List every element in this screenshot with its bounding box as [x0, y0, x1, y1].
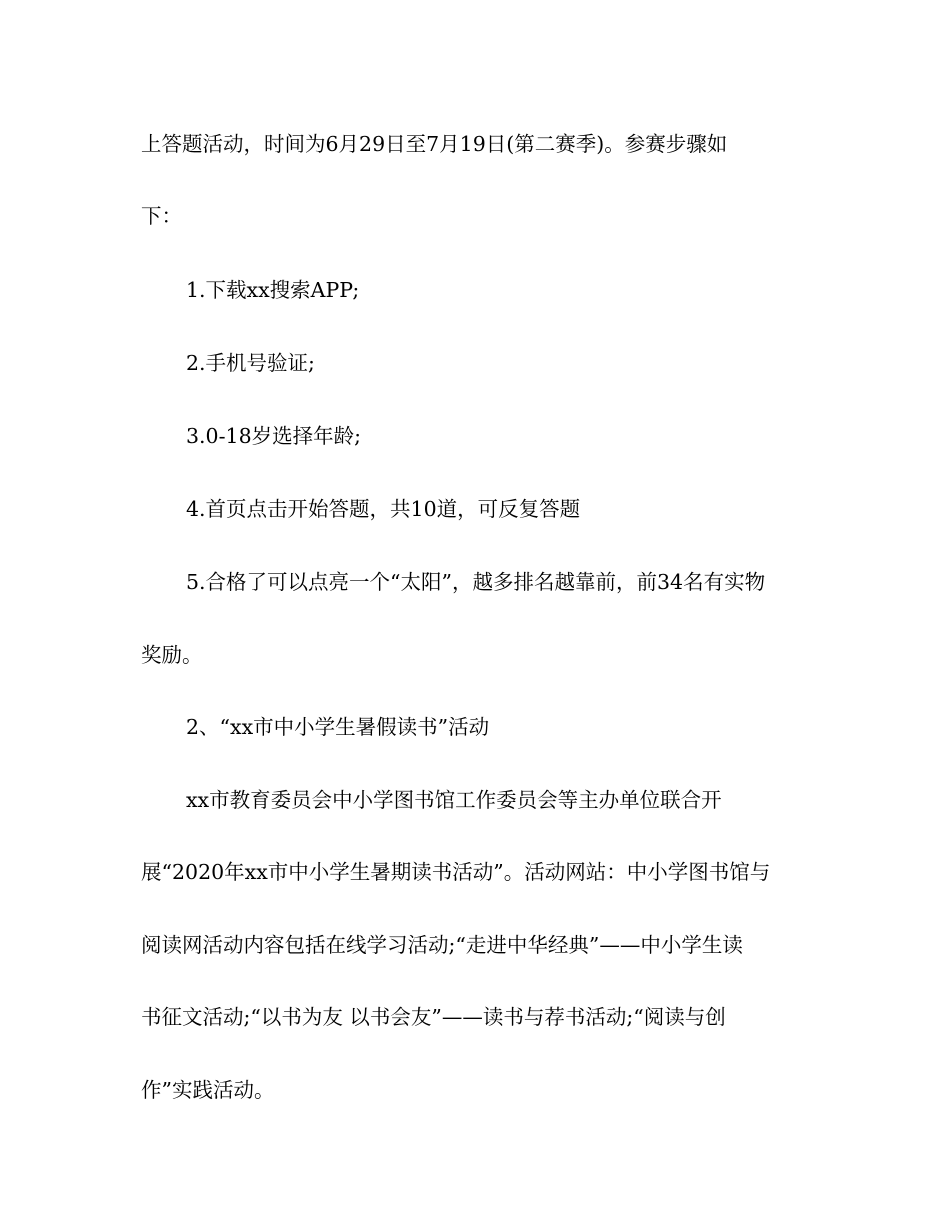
paragraph-line: xx市教育委员会中小学图书馆工作委员会等主办单位联合开 — [186, 788, 722, 812]
list-item-download-app: 1.下载xx搜索APP; — [186, 278, 360, 302]
list-item-select-age: 3.0-18岁选择年龄; — [186, 424, 362, 448]
paragraph-line: 展“2020年xx市中小学生暑期读书活动”。活动网站：中小学图书馆与 — [141, 860, 771, 884]
section-heading: 2、“xx市中小学生暑假读书”活动 — [186, 715, 490, 739]
list-item-start-quiz: 4.首页点击开始答题，共10道，可反复答题 — [186, 497, 581, 521]
paragraph-line: 下： — [141, 204, 182, 228]
paragraph-line: 阅读网活动内容包括在线学习活动;“走进中华经典”——中小学生读 — [141, 933, 743, 957]
list-item-rewards: 5.合格了可以点亮一个“太阳”，越多排名越靠前，前34名有实物 — [186, 570, 766, 594]
paragraph-line: 上答题活动，时间为6月29日至7月19日(第二赛季)。参赛步骤如 — [141, 132, 728, 156]
paragraph-line: 书征文活动;“以书为友 以书会友”——读书与荐书活动;“阅读与创 — [141, 1005, 726, 1029]
paragraph-line: 奖励。 — [141, 643, 203, 667]
list-item-phone-verify: 2.手机号验证; — [186, 351, 315, 375]
paragraph-line: 作”实践活动。 — [141, 1078, 275, 1102]
